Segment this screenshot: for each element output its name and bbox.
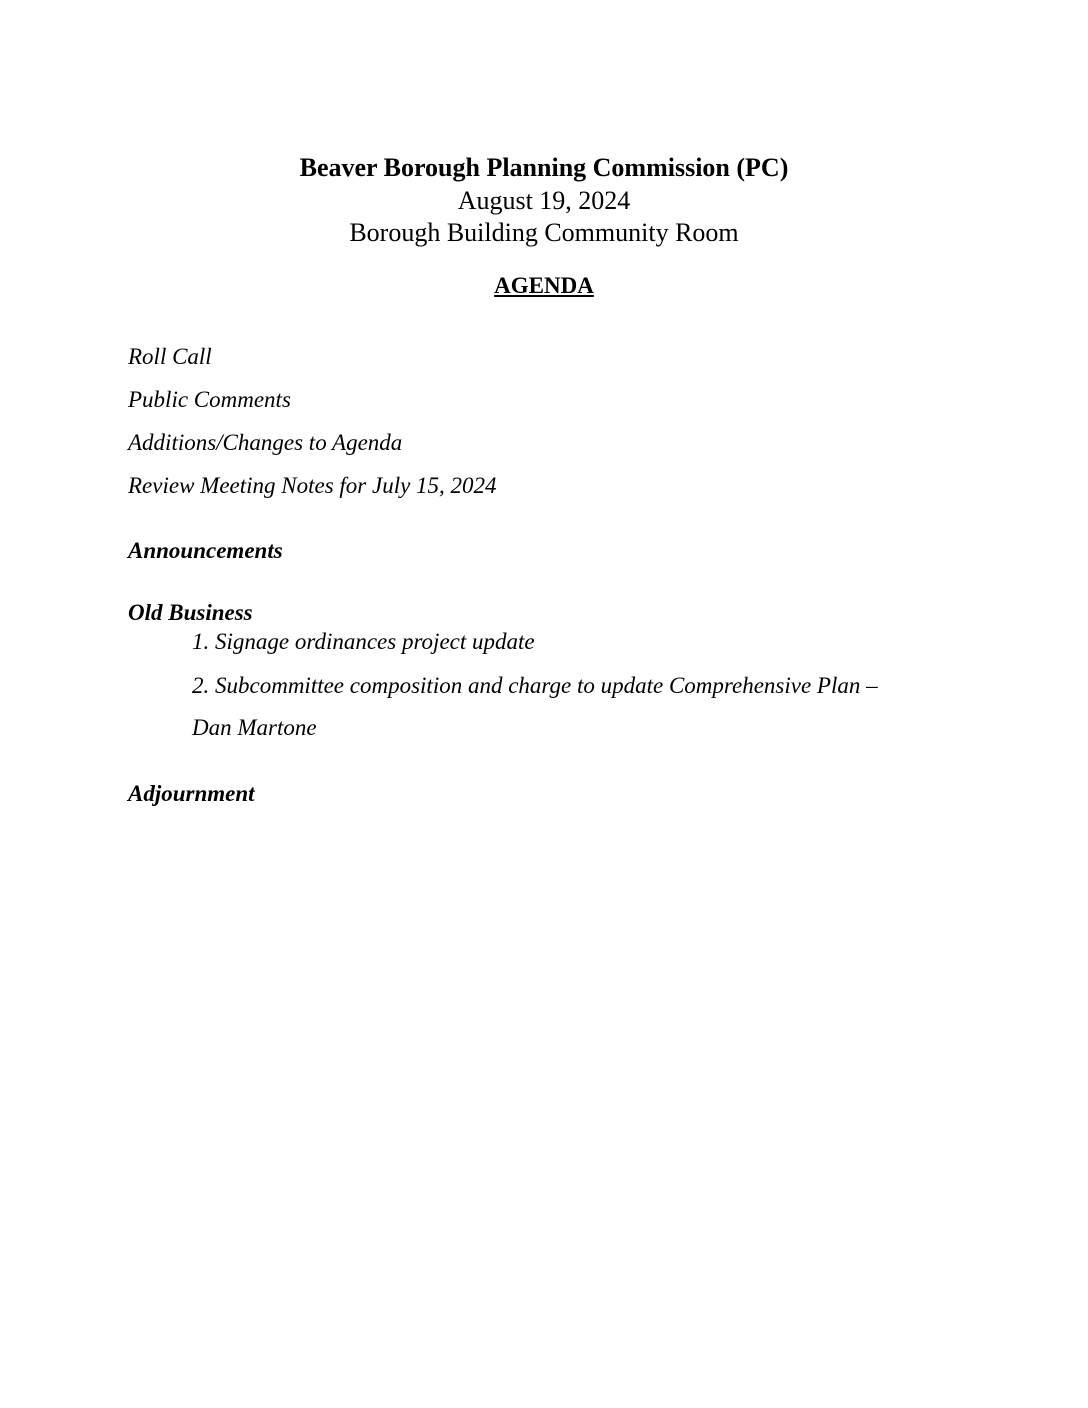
- agenda-item: Roll Call: [128, 344, 212, 369]
- meeting-location: Borough Building Community Room: [349, 218, 739, 247]
- old-business-item: Dan Martone: [192, 715, 317, 740]
- agenda-item: Review Meeting Notes for July 15, 2024: [128, 473, 497, 498]
- old-business-heading: Old Business: [128, 600, 253, 625]
- adjournment-heading: Adjournment: [128, 781, 255, 806]
- agenda-item: Additions/Changes to Agenda: [128, 430, 403, 455]
- agenda-item: Public Comments: [128, 387, 291, 412]
- announcements-heading: Announcements: [128, 538, 283, 563]
- meeting-date: August 19, 2024: [457, 186, 631, 215]
- agenda-heading: AGENDA: [494, 273, 594, 298]
- document-title: Beaver Borough Planning Commission (PC): [299, 153, 789, 182]
- old-business-item: 2. Subcommittee composition and charge to update Comprehensive Plan –: [192, 673, 878, 698]
- agenda-heading-wrap: [0, 270, 1088, 302]
- old-business-item: 1. Signage ordinances project update: [192, 629, 535, 654]
